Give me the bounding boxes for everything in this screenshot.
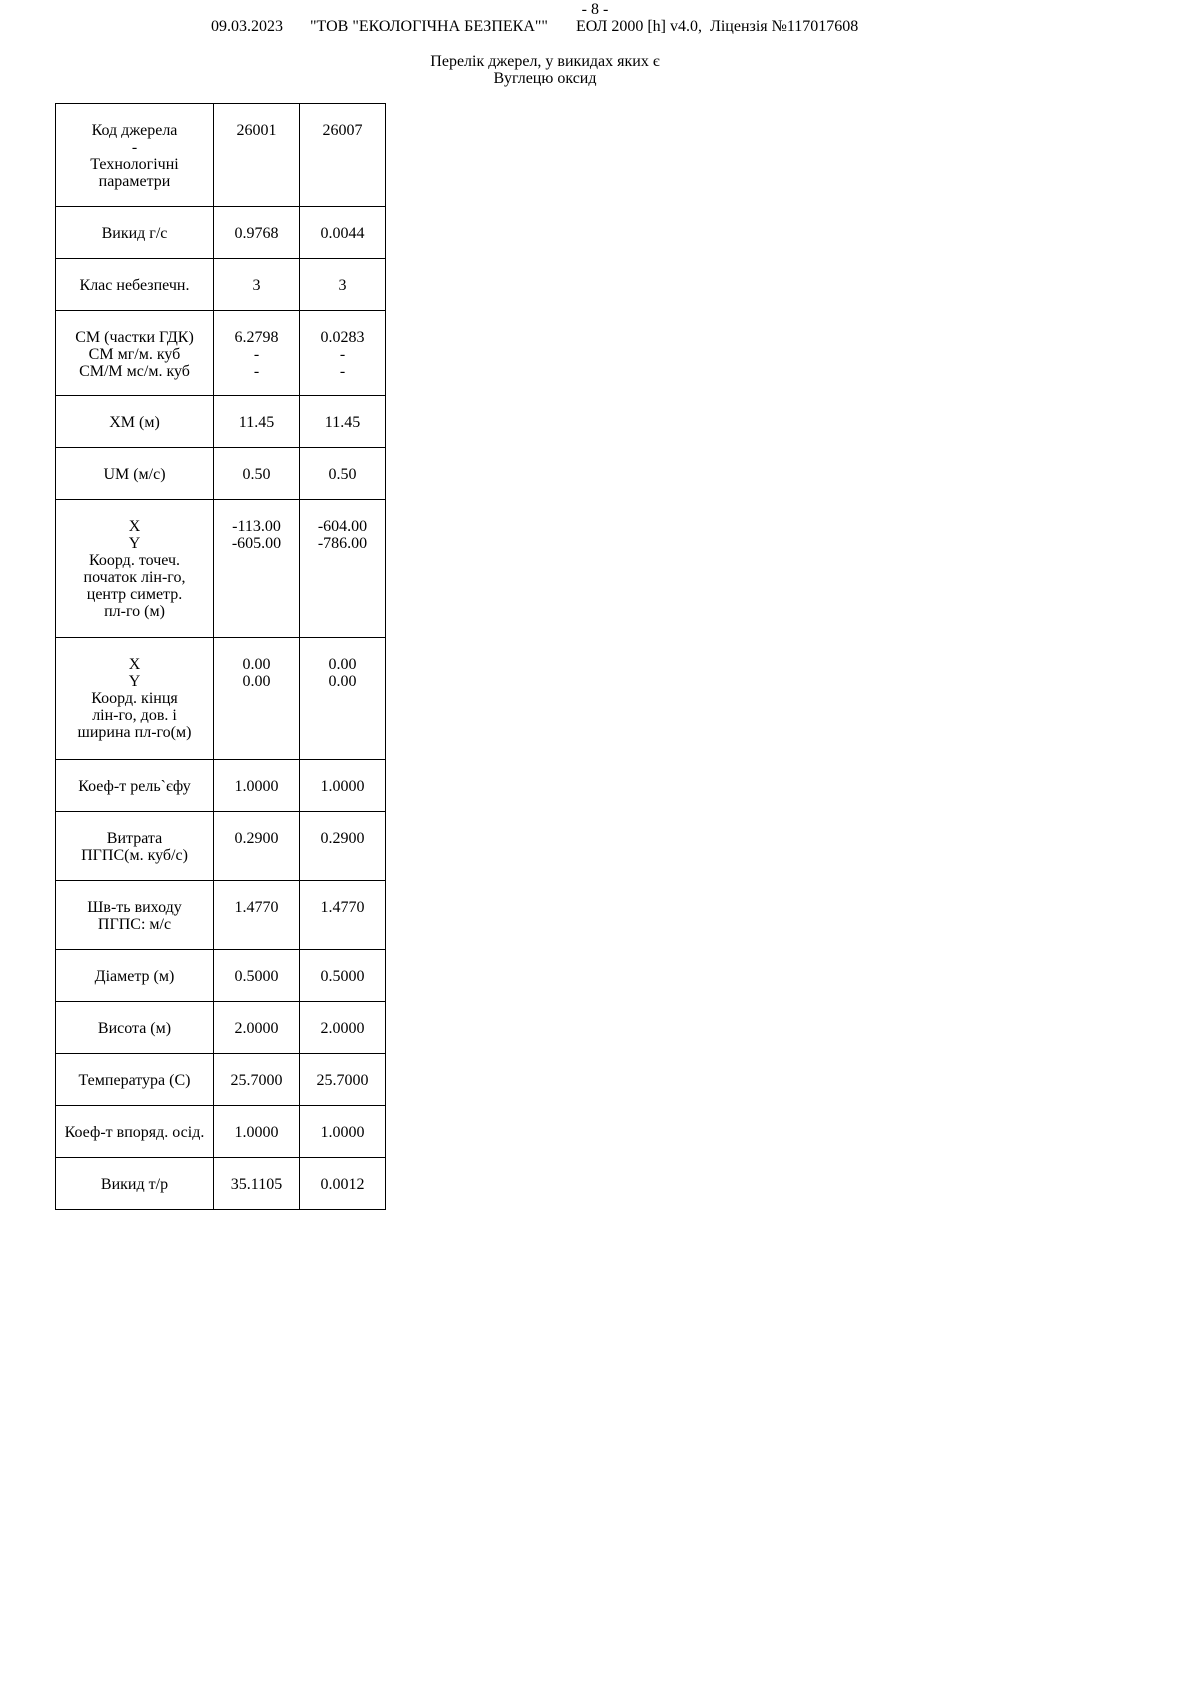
source-26001-value: 35.1105	[230, 1176, 283, 1193]
source-26007-value-cell	[300, 1158, 386, 1210]
table-row	[56, 500, 386, 638]
row-label: СМ мг/м. куб	[88, 346, 181, 363]
page-number: - 8 -	[581, 1, 609, 18]
source-26007-value: 2.0000	[320, 1020, 365, 1037]
source-26007-value: 26007	[322, 122, 363, 139]
source-26007-value: 0.0012	[320, 1176, 365, 1193]
source-26007-value: 0.5000	[320, 968, 365, 985]
source-26007-value-cell	[300, 812, 386, 881]
source-26001-value: -	[253, 363, 260, 380]
source-26007-value-cell	[300, 396, 386, 448]
source-26007-value-cell	[300, 259, 386, 311]
source-26007-value: 0.0283	[320, 329, 365, 346]
row-label: Діаметр (м)	[94, 968, 175, 985]
row-label: пл-го (м)	[104, 603, 165, 620]
source-26001-value: 0.2900	[234, 830, 279, 847]
row-label-cell	[56, 207, 214, 259]
source-26001-value-cell	[214, 950, 300, 1002]
source-26001-value: 1.0000	[234, 1124, 279, 1141]
row-label-cell	[56, 500, 214, 638]
row-label: Коорд. точеч.	[89, 552, 180, 569]
row-label-cell	[56, 760, 214, 812]
row-label-cell	[56, 950, 214, 1002]
row-label-cell	[56, 881, 214, 950]
table-row	[56, 1002, 386, 1054]
row-label-cell	[56, 812, 214, 881]
row-label-cell	[56, 104, 214, 207]
row-label: Коеф-т впоряд. осід.	[64, 1124, 205, 1141]
source-26007-value: 0.50	[328, 466, 357, 483]
source-26007-value: 25.7000	[316, 1072, 369, 1089]
source-26007-value: -786.00	[317, 535, 368, 552]
header-organization: "ТОВ "ЕКОЛОГІЧНА БЕЗПЕКА""	[310, 18, 548, 35]
row-label-cell	[56, 1054, 214, 1106]
row-label: ПГПС(м. куб/с)	[81, 847, 188, 864]
row-label: Y	[128, 535, 141, 552]
source-26001-value-cell	[214, 259, 300, 311]
source-26001-value: 26001	[236, 122, 277, 139]
row-label-cell	[56, 638, 214, 760]
source-26001-value: -	[253, 346, 260, 363]
source-26007-value-cell	[300, 881, 386, 950]
row-label: центр симетр.	[86, 586, 183, 603]
row-label: СМ (частки ГДК)	[75, 329, 194, 346]
document-header	[211, 18, 858, 35]
row-label: Y	[128, 673, 141, 690]
table-row	[56, 207, 386, 259]
row-label: ХМ (м)	[109, 414, 160, 431]
row-label-cell	[56, 1158, 214, 1210]
table-row	[56, 638, 386, 760]
source-26007-value: 1.4770	[320, 899, 365, 916]
source-26001-value-cell	[214, 311, 300, 396]
source-26001-value: 3	[252, 277, 261, 294]
source-26001-value-cell	[214, 207, 300, 259]
title-line-2: Вуглецю оксид	[493, 70, 597, 87]
table-row	[56, 881, 386, 950]
row-label-cell	[56, 311, 214, 396]
row-label: Коорд. кінця	[91, 690, 178, 707]
row-label: СМ/М мс/м. куб	[79, 363, 190, 380]
source-26007-value-cell	[300, 760, 386, 812]
row-label: UМ (м/с)	[103, 466, 166, 483]
source-26007-value: 11.45	[324, 414, 361, 431]
header-software: ЕОЛ 2000 [h] v4.0, Ліцензія №117017608	[575, 18, 859, 35]
row-label: лін-го, дов. і	[92, 707, 177, 724]
row-label-cell	[56, 1106, 214, 1158]
row-label: Шв-ть виходу	[87, 899, 182, 916]
row-label: X	[128, 518, 141, 535]
table-row	[56, 760, 386, 812]
table-row	[56, 1054, 386, 1106]
source-26001-value-cell	[214, 396, 300, 448]
source-26007-value: -	[339, 346, 346, 363]
row-label: Коеф-т рель`єфу	[78, 778, 191, 795]
source-26007-value: 0.0044	[320, 225, 365, 242]
table-row	[56, 259, 386, 311]
row-label: Викид г/с	[101, 225, 168, 242]
source-26001-value-cell	[214, 500, 300, 638]
source-26007-value: 1.0000	[320, 778, 365, 795]
header-date: 09.03.2023	[211, 18, 283, 35]
source-26007-value-cell	[300, 500, 386, 638]
source-26001-value-cell	[214, 1158, 300, 1210]
table-row	[56, 448, 386, 500]
row-label: Витрата	[106, 830, 163, 847]
table-row	[56, 1106, 386, 1158]
row-label: Клас небезпечн.	[79, 277, 190, 294]
row-label-cell	[56, 1002, 214, 1054]
source-26001-value-cell	[214, 1054, 300, 1106]
row-label: Температура (С)	[78, 1072, 191, 1089]
source-26001-value-cell	[214, 881, 300, 950]
source-26007-value: 0.00	[328, 656, 357, 673]
row-label-cell	[56, 259, 214, 311]
source-26007-value: 0.2900	[320, 830, 365, 847]
table-row	[56, 311, 386, 396]
source-26001-value: 2.0000	[234, 1020, 279, 1037]
source-26001-value: 1.4770	[234, 899, 279, 916]
row-label: Код джерела	[91, 122, 178, 139]
source-26007-value: 1.0000	[320, 1124, 365, 1141]
sources-table	[55, 103, 386, 1210]
source-26001-value: 11.45	[238, 414, 275, 431]
title-line-1: Перелік джерел, у викидах яких є	[430, 53, 660, 70]
row-label-cell	[56, 448, 214, 500]
source-26001-value: 0.5000	[234, 968, 279, 985]
source-26007-value-cell	[300, 1002, 386, 1054]
source-26001-value: 0.00	[242, 656, 271, 673]
source-26007-value-cell	[300, 207, 386, 259]
source-26001-value-cell	[214, 638, 300, 760]
source-26007-value: -	[339, 363, 346, 380]
row-label: -	[131, 139, 138, 156]
source-26007-value-cell	[300, 950, 386, 1002]
row-label-cell	[56, 396, 214, 448]
source-26007-value-cell	[300, 311, 386, 396]
row-label: Викид т/р	[100, 1176, 169, 1193]
table-row	[56, 812, 386, 881]
document-title	[0, 53, 1090, 87]
source-26001-value: 0.9768	[234, 225, 279, 242]
row-label: Висота (м)	[97, 1020, 172, 1037]
source-26007-value-cell	[300, 1106, 386, 1158]
table-row	[56, 104, 386, 207]
source-26001-value: -113.00	[232, 518, 281, 535]
source-26001-value-cell	[214, 1106, 300, 1158]
source-26007-value: 0.00	[328, 673, 357, 690]
source-26001-value: 25.7000	[230, 1072, 283, 1089]
source-26001-value: 6.2798	[234, 329, 279, 346]
source-26007-value-cell	[300, 638, 386, 760]
row-label: параметри	[98, 173, 171, 190]
row-label: початок лін-го,	[83, 569, 186, 586]
table-row	[56, 396, 386, 448]
source-26001-value-cell	[214, 812, 300, 881]
source-26007-value: 3	[338, 277, 347, 294]
source-26001-value-cell	[214, 448, 300, 500]
source-26007-value-cell	[300, 448, 386, 500]
source-26001-value-cell	[214, 104, 300, 207]
source-26001-value: 1.0000	[234, 778, 279, 795]
row-label: ширина пл-го(м)	[77, 724, 192, 741]
source-26001-value: -605.00	[231, 535, 282, 552]
table-row	[56, 1158, 386, 1210]
source-26007-value: -604.00	[317, 518, 368, 535]
source-26007-value-cell	[300, 104, 386, 207]
source-26001-value: 0.50	[242, 466, 271, 483]
row-label: Технологічні	[90, 156, 179, 173]
source-26001-value-cell	[214, 1002, 300, 1054]
source-26001-value: 0.00	[242, 673, 271, 690]
row-label: ПГПС: м/с	[97, 916, 172, 933]
source-26001-value-cell	[214, 760, 300, 812]
row-label: X	[128, 656, 141, 673]
source-26007-value-cell	[300, 1054, 386, 1106]
table-row	[56, 950, 386, 1002]
